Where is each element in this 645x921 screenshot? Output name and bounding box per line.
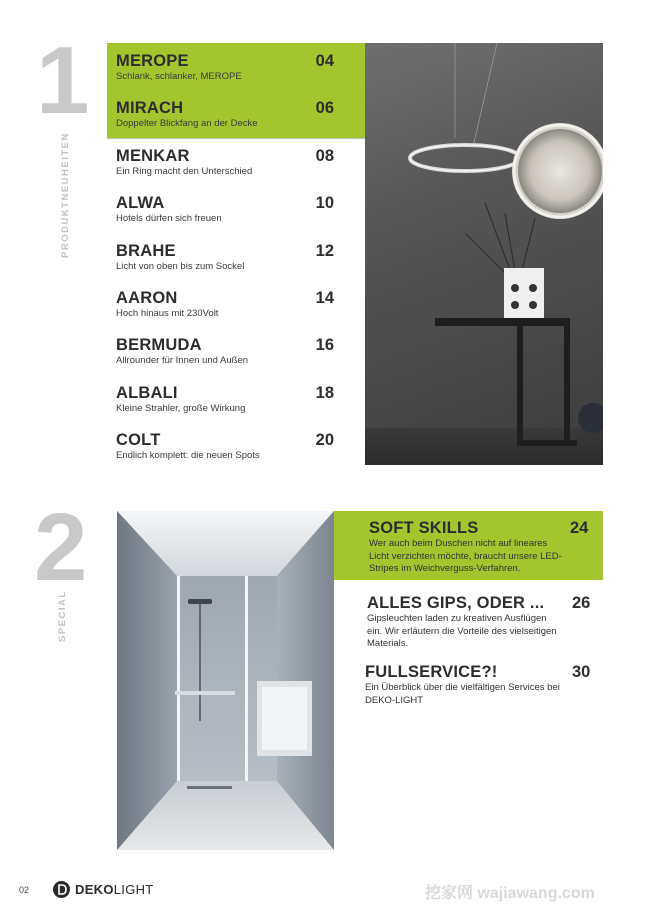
desc-line: Ein Überblick über die vielfältigen Services bei (365, 682, 560, 693)
toc-item-title-alles-gips[interactable]: ALLES GIPS, ODER ... (367, 594, 545, 612)
toc-item-merope[interactable] (107, 43, 365, 90)
toc-item-title: ALBALI (116, 383, 178, 402)
toc-item-page: 16 (315, 336, 334, 355)
toc-item-title: BRAHE (116, 241, 176, 260)
toc-item-subtitle: Hotels dürfen sich freuen (116, 213, 222, 225)
logo-bold: DEKO (75, 882, 114, 897)
toc-item-subtitle: Hoch hinaus mit 230Volt (116, 307, 219, 319)
toc-item-alwa[interactable] (107, 185, 365, 232)
toc-item-subtitle: Ein Ring macht den Unterschied (116, 165, 253, 177)
toc-item-desc-fullservice (365, 682, 560, 707)
toc-item-page: 06 (315, 99, 334, 118)
toc-item-page: 10 (315, 194, 334, 213)
toc-list-section-1 (107, 43, 365, 470)
desc-line: Stripes im Weichverguss-Verfahren. (369, 563, 521, 575)
toc-item-subtitle: Licht von oben bis zum Sockel (116, 260, 245, 272)
toc-item-colt[interactable] (107, 422, 365, 469)
toc-item-title-fullservice[interactable]: FULLSERVICE?! (365, 663, 498, 681)
logo-light: LIGHT (113, 882, 154, 897)
toc-item-page-soft-skills[interactable]: 24 (570, 519, 589, 537)
toc-item-subtitle: Schlank, schlanker, MEROPE (116, 71, 242, 82)
toc-item-title: MENKAR (116, 146, 190, 165)
toc-item-page: 12 (315, 241, 334, 260)
toc-item-title: MIRACH (116, 99, 184, 118)
section-label-special: SPECIAL (57, 590, 68, 642)
toc-item-page: 20 (315, 431, 334, 450)
toc-item-title: BERMUDA (116, 336, 202, 355)
toc-item-desc-alles-gips (367, 613, 557, 651)
desc-line: Gipsleuchten laden zu kreativen Ausflügen (367, 613, 547, 624)
toc-item-menkar[interactable] (107, 138, 365, 185)
toc-item-title-soft-skills[interactable]: SOFT SKILLS (369, 519, 479, 537)
desc-line: DEKO-LIGHT (365, 694, 424, 706)
pendant-lights-illustration (365, 43, 603, 465)
toc-item-subtitle: Kleine Strahler, große Wirkung (116, 402, 246, 414)
section-label-produktneuheiten: PRODUKTNEUHEITEN (60, 132, 71, 258)
page-number: 02 (19, 885, 30, 895)
deko-light-logo-text (75, 882, 154, 897)
section-number-1: 1 (36, 27, 90, 134)
toc-item-title: AARON (116, 288, 178, 307)
toc-item-brahe[interactable] (107, 233, 365, 280)
toc-item-title: MEROPE (116, 52, 189, 70)
deko-light-logo-icon (53, 881, 70, 898)
toc-item-title: COLT (116, 431, 161, 450)
desc-line: ein. Wir erläutern die Vorteile des vielseitigen (367, 625, 557, 637)
toc-item-mirach[interactable] (107, 90, 365, 137)
toc-item-title: ALWA (116, 194, 165, 213)
toc-item-subtitle: Endlich komplett: die neuen Spots (116, 450, 260, 462)
desc-line: Licht verzichten möchte, braucht unsere LED- (369, 550, 562, 562)
toc-item-desc-soft-skills (369, 538, 562, 576)
desc-line: Wer auch beim Duschen nicht auf lineares (369, 538, 548, 549)
product-photo-pendant-lights (365, 43, 603, 465)
toc-item-bermuda[interactable] (107, 327, 365, 374)
section-number-2: 2 (34, 494, 88, 601)
toc-item-albali[interactable] (107, 375, 365, 422)
toc-divider (107, 138, 365, 139)
toc-item-page: 08 (315, 146, 334, 165)
toc-item-page: 14 (315, 288, 334, 307)
toc-item-subtitle: Allrounder für Innen und Außen (116, 355, 249, 367)
toc-item-page: 18 (315, 383, 334, 402)
toc-item-aaron[interactable] (107, 280, 365, 327)
desc-line: Materials. (367, 638, 409, 650)
shower-illustration (117, 511, 334, 850)
toc-item-page: 04 (315, 52, 334, 70)
watermark: 挖家网 wajiawang.com (425, 885, 595, 902)
toc-item-page-alles-gips[interactable]: 26 (572, 594, 591, 612)
toc-item-subtitle: Doppelter Blickfang an der Decke (116, 118, 258, 130)
special-photo-shower (117, 511, 334, 850)
toc-item-page-fullservice[interactable]: 30 (572, 663, 591, 681)
